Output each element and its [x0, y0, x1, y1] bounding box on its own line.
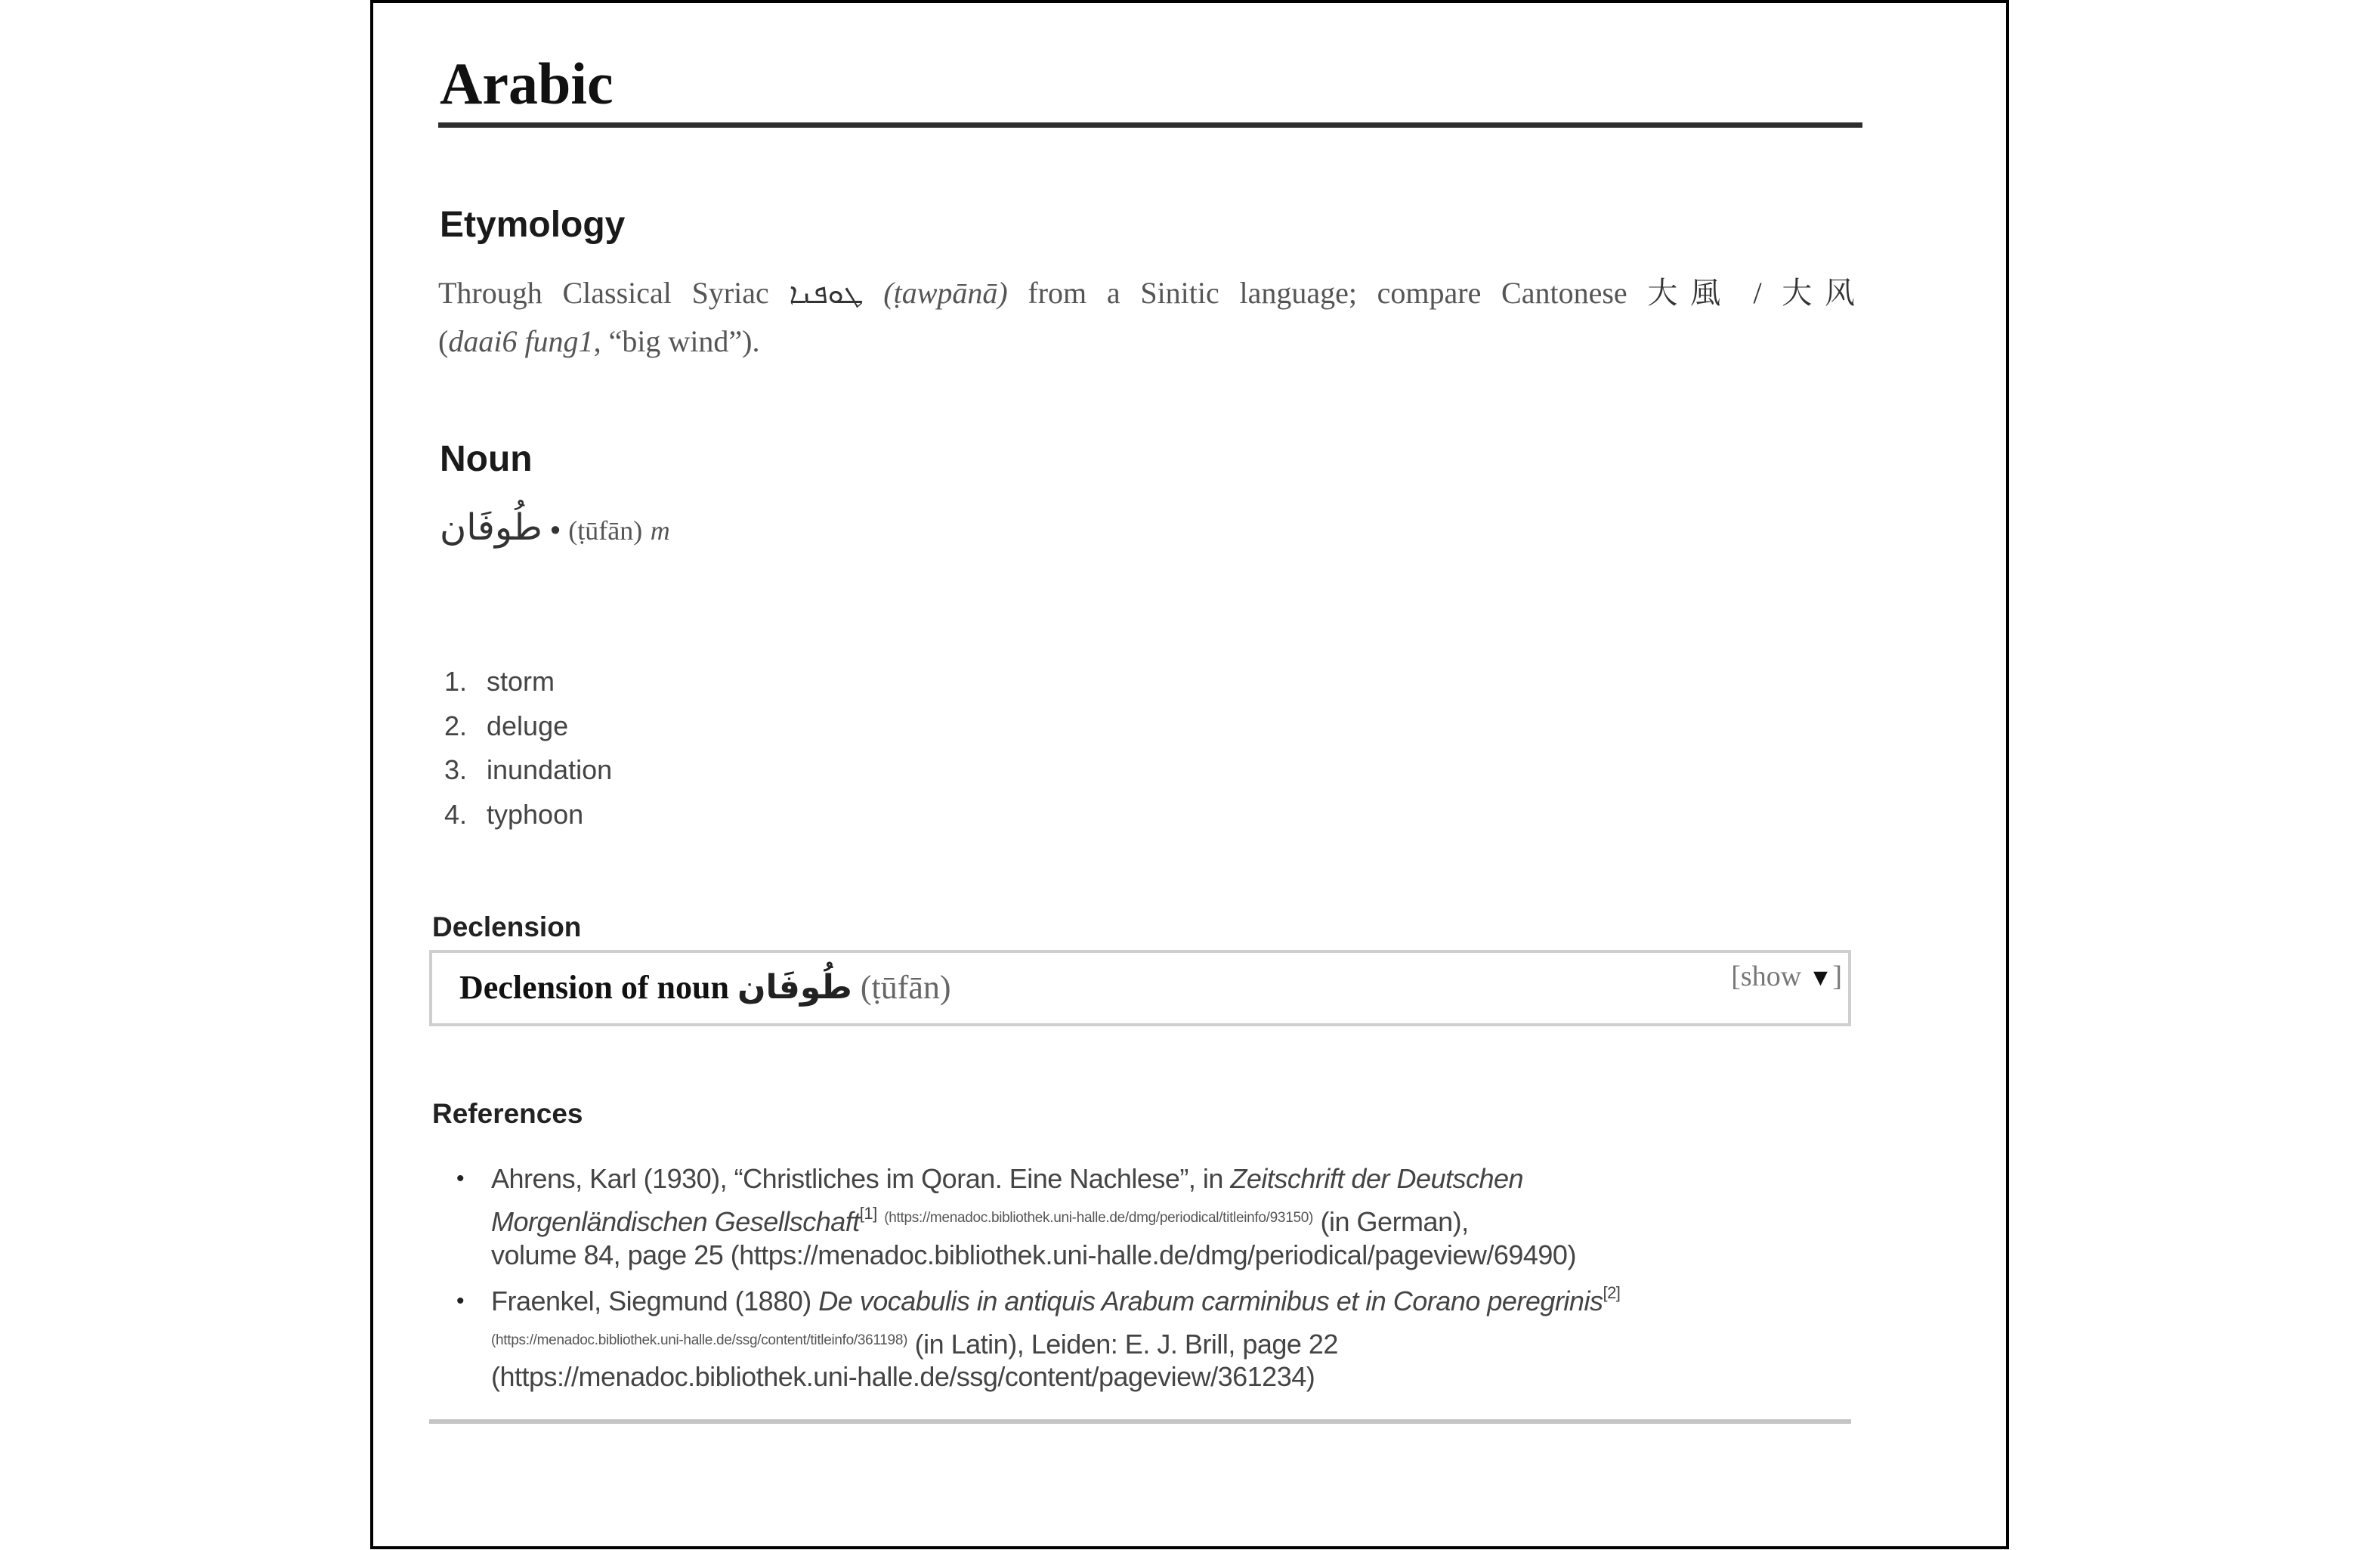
- bullet-icon: •: [456, 1166, 465, 1191]
- sense-item: [444, 753, 612, 787]
- sense-text: inundation: [487, 754, 613, 785]
- declension-table-collapsed: [429, 950, 1851, 1026]
- reference-item-2-line-3: [491, 1358, 1315, 1396]
- paren-open: (: [438, 324, 449, 358]
- reference-journal: Zeitschrift der Deutschen: [1230, 1163, 1524, 1194]
- reference-text: (in Latin), Leiden: E. J. Brill, page 22: [907, 1329, 1338, 1360]
- sense-number: 4.: [444, 799, 468, 830]
- reference-text: Ahrens, Karl (1930), “Christliches im Qoran. Eine Nachlese”, in: [491, 1163, 1231, 1194]
- triangle-down-icon: ▼: [1808, 964, 1833, 991]
- sense-item: [444, 798, 583, 831]
- heading-underline: [438, 122, 1862, 128]
- reference-title[interactable]: De vocabulis in antiquis Arabum carminibus et in Corano peregrinis: [818, 1285, 1603, 1316]
- etymology-line-2: [438, 323, 760, 360]
- sense-text: deluge: [487, 710, 569, 741]
- headword-gender: m: [650, 515, 670, 546]
- section-divider: [429, 1419, 1851, 1424]
- declension-transliteration: (ṭūfān): [860, 969, 951, 1006]
- headword-transliteration: (ṭūfān): [568, 515, 643, 546]
- etymology-prefix: Through Classical Syriac: [438, 276, 769, 310]
- sense-number: 1.: [444, 666, 468, 697]
- language-heading: Arabic: [440, 51, 614, 116]
- footnote-link-1[interactable]: [1]: [859, 1204, 877, 1223]
- syriac-transliteration: (ṭawpānā): [883, 276, 1008, 310]
- etymology-line-1: [438, 275, 1855, 311]
- reference-item-1-line-3: [491, 1236, 1576, 1274]
- sense-number: 3.: [444, 754, 468, 785]
- declension-heading: Declension: [432, 911, 582, 942]
- reference-item-2-line-1: [456, 1282, 1621, 1320]
- show-declension-toggle[interactable]: [1731, 959, 1842, 995]
- reference-page-link[interactable]: (https://menadoc.bibliothek.uni-halle.de/ssg/content/pageview/361234): [491, 1361, 1315, 1392]
- headword-separator: •: [550, 515, 561, 546]
- footnote-link-2[interactable]: [2]: [1603, 1283, 1621, 1302]
- reference-item-1-line-2: [491, 1199, 1469, 1241]
- reference-url-small[interactable]: (https://menadoc.bibliothek.uni-halle.de/ssg/content/titleinfo/361198): [491, 1332, 908, 1348]
- reference-page-link[interactable]: volume 84, page 25 (https://menadoc.bibliothek.uni-halle.de/dmg/periodical/pageview/69490): [491, 1239, 1576, 1270]
- cantonese-word-link[interactable]: 大風 / 大风: [1647, 276, 1856, 310]
- sense-number: 2.: [444, 710, 468, 741]
- reference-url-small[interactable]: (https://menadoc.bibliothek.uni-halle.de/dmg/periodical/titleinfo/93150): [884, 1210, 1314, 1226]
- reference-text: Fraenkel, Siegmund (1880): [491, 1285, 819, 1316]
- references-heading: References: [432, 1098, 583, 1129]
- sense-text: typhoon: [487, 799, 584, 830]
- reference-item-1-line-1: [456, 1160, 1524, 1198]
- sense-item: [444, 665, 555, 698]
- etymology-heading: Etymology: [440, 205, 626, 245]
- sense-text: storm: [487, 666, 555, 697]
- sense-item: [444, 710, 568, 743]
- syriac-word-link[interactable]: ܛܘܦܢܐ: [789, 277, 864, 310]
- headword-line: [440, 505, 670, 553]
- reference-text: (in German),: [1313, 1206, 1469, 1237]
- show-bracket-close: ]: [1832, 961, 1842, 992]
- reference-item-2-line-2: [491, 1322, 1338, 1363]
- etymology-middle: from a Sinitic language; compare Cantonese: [1028, 276, 1627, 310]
- cantonese-romanization: daai6 fung1: [448, 324, 594, 358]
- show-label: [show: [1731, 961, 1802, 992]
- headword-arabic: طُوفَان: [440, 506, 542, 549]
- declension-title: [459, 967, 951, 1009]
- cantonese-gloss: , “big wind”).: [593, 324, 760, 358]
- noun-heading: Noun: [440, 439, 533, 479]
- reference-journal-cont[interactable]: Morgenländischen Gesellschaft: [491, 1206, 860, 1237]
- declension-arabic-word: طُوفَان: [737, 968, 852, 1007]
- declension-title-text: Declension of noun: [459, 969, 729, 1006]
- bullet-icon: •: [456, 1289, 465, 1313]
